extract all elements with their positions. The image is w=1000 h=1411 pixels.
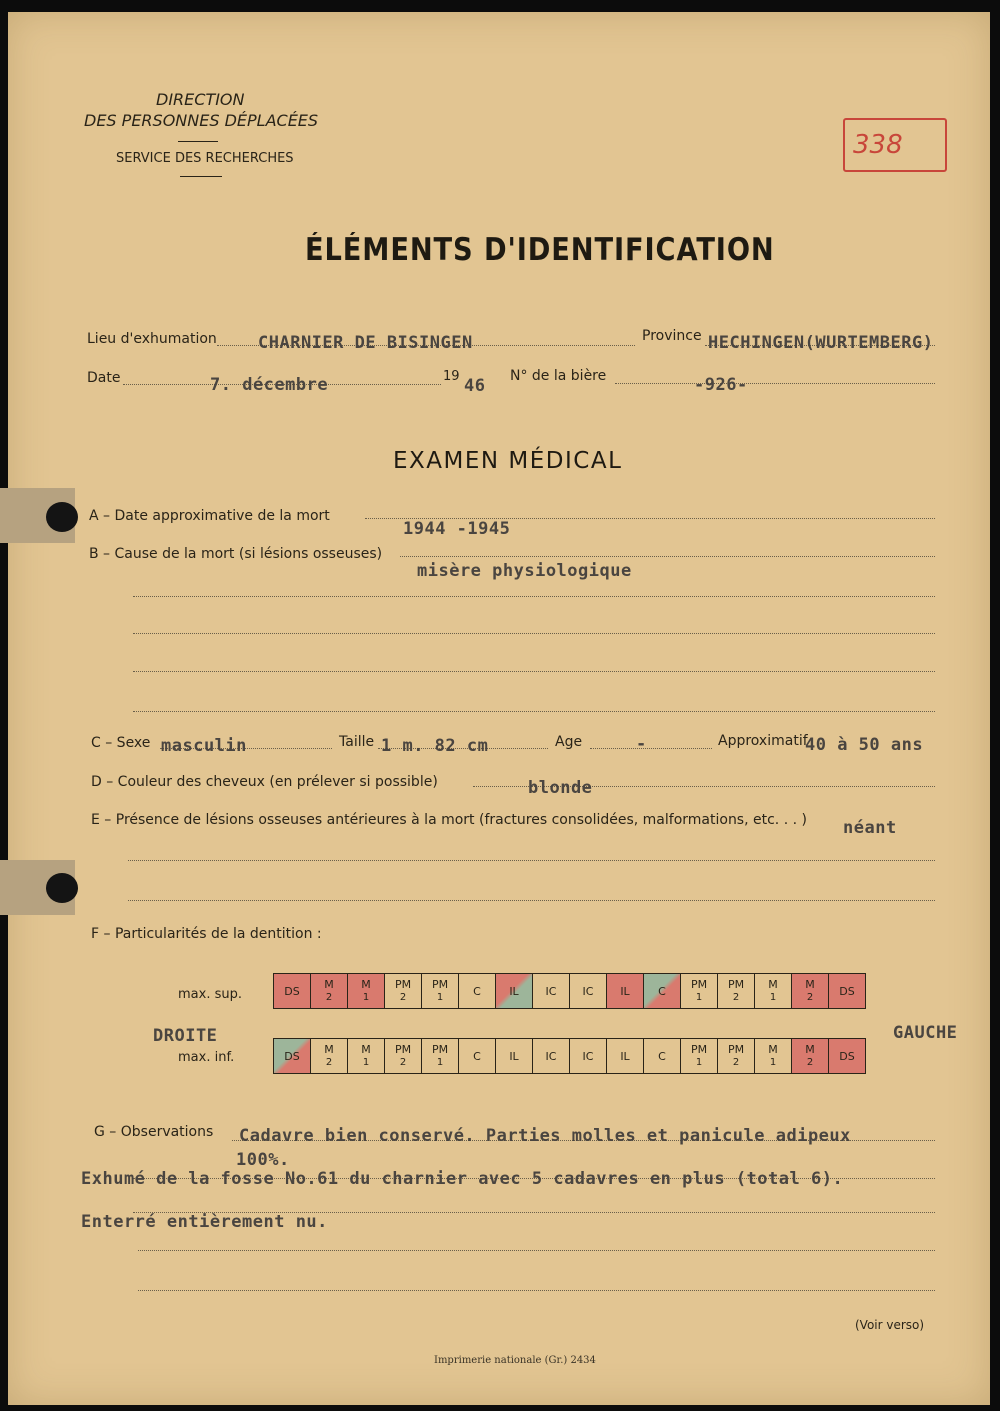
tooth-label: IL (509, 985, 519, 998)
tooth-label: IL (620, 985, 630, 998)
tooth-number: 1 (362, 992, 370, 1003)
biere-label: N° de la bière (510, 368, 607, 384)
tooth-label: C (473, 985, 481, 998)
biere-value: -926- (694, 375, 748, 395)
tooth-label: PM (690, 1043, 708, 1056)
tooth-number: 1 (769, 1057, 777, 1068)
form-sheet (8, 12, 990, 1405)
voir-verso-note: (Voir verso) (855, 1318, 925, 1332)
province-value: HECHINGEN(WURTEMBERG) (708, 333, 934, 353)
tooth-cell (570, 974, 607, 1008)
tooth-cell (755, 1039, 792, 1073)
date-value: 7. décembre (210, 375, 329, 395)
tooth-cell (459, 1039, 496, 1073)
tooth-cell (570, 1039, 607, 1073)
date-label: Date (87, 370, 121, 386)
tooth-label: PM (431, 1043, 449, 1056)
tooth-cell (422, 974, 459, 1008)
tooth-label: C (473, 1050, 481, 1063)
taille-value: 1 m. 82 cm (381, 736, 489, 756)
tooth-label: PM (727, 1043, 745, 1056)
tooth-label: IL (620, 1050, 630, 1063)
observation-line-2: 100%. (236, 1150, 290, 1170)
header-divider (178, 141, 218, 142)
sexe-value: masculin (161, 736, 247, 756)
max-sup-label: max. sup. (178, 987, 242, 1002)
taille-label: Taille (339, 734, 375, 750)
tooth-cell (274, 1039, 311, 1073)
tooth-cell (644, 974, 681, 1008)
upper-teeth-chart (273, 973, 866, 1009)
header-department: DES PERSONNES DÉPLACÉES (84, 111, 319, 130)
tooth-label: C (658, 1050, 666, 1063)
biere-dotted-line (615, 383, 935, 384)
lieu-label: Lieu d'exhumation (87, 331, 217, 347)
header-service: SERVICE DES RECHERCHES (116, 151, 294, 166)
tooth-label: IC (582, 1050, 594, 1063)
tooth-cell (607, 1039, 644, 1073)
tooth-label: M (805, 978, 815, 991)
tooth-label: PM (727, 978, 745, 991)
field-e-value: néant (843, 818, 897, 838)
document-title: ÉLÉMENTS D'IDENTIFICATION (305, 232, 775, 268)
tooth-cell (681, 974, 718, 1008)
tooth-cell (311, 974, 348, 1008)
tooth-cell (496, 974, 533, 1008)
tooth-number: 2 (399, 992, 407, 1003)
tooth-cell (533, 1039, 570, 1073)
tooth-cell (311, 1039, 348, 1073)
tooth-cell (385, 1039, 422, 1073)
blank-dotted-line (133, 671, 935, 672)
tooth-label: IL (509, 1050, 519, 1063)
tooth-cell (829, 974, 865, 1008)
field-e-label: E – Présence de lésions osseuses antérieures à la mort (fractures consolidées, malformations, etc. . . ) (91, 812, 807, 828)
age-dotted-line (590, 748, 712, 749)
tooth-label: M (361, 1043, 371, 1056)
tooth-number: 1 (436, 992, 444, 1003)
tooth-number: 1 (436, 1057, 444, 1068)
tooth-label: M (361, 978, 371, 991)
blank-dotted-line (138, 1250, 935, 1251)
tooth-cell (792, 974, 829, 1008)
province-label: Province (642, 328, 702, 344)
tooth-cell (718, 1039, 755, 1073)
year-prefix: 19 (443, 369, 460, 384)
field-d-label: D – Couleur des cheveux (en prélever si possible) (91, 774, 438, 790)
tooth-number: 1 (695, 992, 703, 1003)
printer-imprint: Imprimerie nationale (Gr.) 2434 (434, 1355, 596, 1366)
observation-line-3: Exhumé de la fosse No.61 du charnier avec 5 cadavres en plus (total 6). (81, 1169, 844, 1189)
tooth-number: 1 (769, 992, 777, 1003)
blank-dotted-line (133, 596, 935, 597)
tooth-label: PM (431, 978, 449, 991)
tooth-cell (829, 1039, 865, 1073)
blank-dotted-line (133, 633, 935, 634)
punch-hole-icon (46, 873, 78, 903)
age-value: - (636, 734, 647, 754)
blank-dotted-line (138, 1290, 935, 1291)
tooth-number: 1 (695, 1057, 703, 1068)
stamp-number: 338 (853, 130, 903, 160)
tooth-cell (459, 974, 496, 1008)
tooth-label: C (658, 985, 666, 998)
observation-line-1: Cadavre bien conservé. Parties molles et panicule adipeux (239, 1126, 851, 1146)
tooth-cell (533, 974, 570, 1008)
blank-dotted-line (128, 900, 935, 901)
reference-stamp (843, 118, 947, 172)
tooth-label: DS (284, 985, 300, 998)
tooth-cell (607, 974, 644, 1008)
tooth-label: DS (284, 1050, 300, 1063)
section-title: EXAMEN MÉDICAL (393, 448, 623, 474)
tooth-number: 2 (325, 992, 333, 1003)
age-label: Age (555, 734, 583, 750)
tooth-label: M (324, 1043, 334, 1056)
tooth-number: 2 (399, 1057, 407, 1068)
tooth-cell (792, 1039, 829, 1073)
tooth-label: M (324, 978, 334, 991)
tooth-cell (274, 974, 311, 1008)
field-b-dotted-line (400, 556, 935, 557)
tooth-label: PM (394, 1043, 412, 1056)
field-d-value: blonde (528, 778, 593, 798)
tooth-number: 2 (806, 992, 814, 1003)
tooth-label: M (805, 1043, 815, 1056)
header-divider (180, 176, 222, 177)
lieu-value: CHARNIER DE BISINGEN (258, 333, 473, 353)
tooth-cell (385, 974, 422, 1008)
tooth-label: M (768, 978, 778, 991)
tooth-label: IC (545, 1050, 557, 1063)
lower-teeth-chart (273, 1038, 866, 1074)
tooth-label: IC (582, 985, 594, 998)
punch-hole-icon (46, 502, 78, 532)
tooth-cell (422, 1039, 459, 1073)
droite-label: DROITE (153, 1026, 218, 1046)
tooth-number: 2 (325, 1057, 333, 1068)
observation-line-4: Enterré entièrement nu. (81, 1212, 328, 1232)
blank-dotted-line (128, 860, 935, 861)
field-f-label: F – Particularités de la dentition : (91, 926, 322, 942)
approx-value: 40 à 50 ans (805, 735, 924, 755)
field-g-label: G – Observations (94, 1124, 214, 1140)
tooth-label: DS (839, 985, 855, 998)
tooth-cell (496, 1039, 533, 1073)
header-direction: DIRECTION (156, 90, 245, 109)
tooth-cell (348, 974, 385, 1008)
tooth-number: 1 (362, 1057, 370, 1068)
tooth-number: 2 (732, 1057, 740, 1068)
tooth-label: IC (545, 985, 557, 998)
gauche-label: GAUCHE (893, 1023, 958, 1043)
tooth-cell (755, 974, 792, 1008)
field-b-value: misère physiologique (417, 561, 632, 581)
tooth-cell (644, 1039, 681, 1073)
approx-label: Approximatif (718, 733, 808, 749)
tooth-number: 2 (732, 992, 740, 1003)
year-value: 46 (464, 376, 486, 396)
field-a-value: 1944 -1945 (403, 519, 511, 539)
tooth-label: PM (690, 978, 708, 991)
blank-dotted-line (133, 711, 935, 712)
tooth-cell (718, 974, 755, 1008)
tooth-cell (681, 1039, 718, 1073)
tooth-label: M (768, 1043, 778, 1056)
tooth-label: PM (394, 978, 412, 991)
tooth-cell (348, 1039, 385, 1073)
field-c-label: C – Sexe (91, 735, 151, 751)
tooth-number: 2 (806, 1057, 814, 1068)
field-b-label: B – Cause de la mort (si lésions osseuses) (89, 546, 383, 562)
max-inf-label: max. inf. (178, 1050, 235, 1065)
tooth-label: DS (839, 1050, 855, 1063)
field-a-label: A – Date approximative de la mort (89, 508, 330, 524)
